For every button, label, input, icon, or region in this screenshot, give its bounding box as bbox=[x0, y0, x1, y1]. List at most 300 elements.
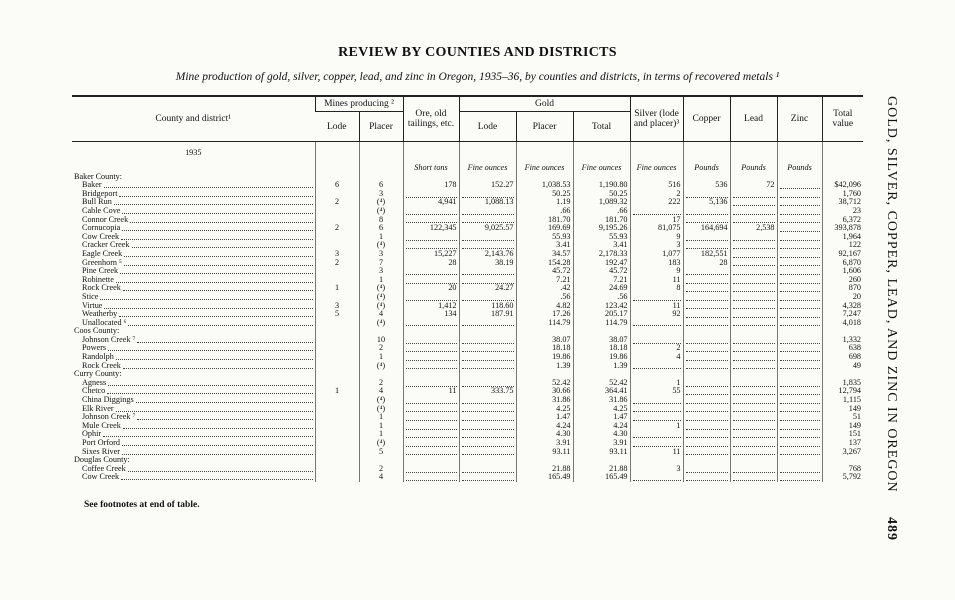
value-cell bbox=[315, 405, 359, 414]
value-cell bbox=[777, 422, 822, 431]
value-cell bbox=[822, 327, 863, 336]
value-cell bbox=[516, 327, 573, 336]
value-cell: 2,143.76 bbox=[459, 250, 516, 259]
col-gold-lode-header: Lode bbox=[459, 112, 516, 142]
value-cell: .66 bbox=[573, 207, 630, 216]
value-cell bbox=[315, 241, 359, 250]
value-cell bbox=[359, 173, 403, 182]
value-cell: 4,941 bbox=[403, 198, 459, 207]
value-cell: 3,267 bbox=[822, 448, 863, 457]
district-name bbox=[72, 319, 315, 328]
value-cell: 72 bbox=[730, 181, 777, 190]
production-table-wrap bbox=[72, 95, 863, 482]
district-name bbox=[72, 310, 315, 319]
value-cell: 1 bbox=[359, 353, 403, 362]
district-name bbox=[72, 224, 315, 233]
value-cell bbox=[777, 456, 822, 465]
district-name bbox=[72, 473, 315, 482]
value-cell: 2,178.33 bbox=[573, 250, 630, 259]
district-label: Cow Creek bbox=[82, 473, 120, 482]
value-cell bbox=[315, 319, 359, 328]
value-cell bbox=[683, 362, 730, 371]
value-cell: 4 bbox=[359, 473, 403, 482]
value-cell bbox=[777, 284, 822, 293]
value-cell: 1,332 bbox=[822, 336, 863, 345]
value-cell bbox=[777, 173, 822, 182]
value-cell: 92 bbox=[630, 310, 683, 319]
value-cell bbox=[403, 456, 459, 465]
value-cell bbox=[777, 198, 822, 207]
value-cell: 118.60 bbox=[459, 302, 516, 311]
value-cell bbox=[777, 344, 822, 353]
value-cell: 164,694 bbox=[683, 224, 730, 233]
value-cell: 20 bbox=[403, 284, 459, 293]
value-cell bbox=[777, 181, 822, 190]
value-cell bbox=[459, 319, 516, 328]
value-cell: 4 bbox=[630, 353, 683, 362]
value-cell: 768 bbox=[822, 465, 863, 474]
value-cell bbox=[777, 276, 822, 285]
district-label: Randolph bbox=[82, 353, 114, 362]
district-label: China Diggings bbox=[82, 396, 134, 405]
value-cell bbox=[359, 456, 403, 465]
value-cell bbox=[403, 353, 459, 362]
table-row bbox=[72, 216, 863, 225]
table-row bbox=[72, 362, 863, 371]
value-cell: (⁴) bbox=[359, 439, 403, 448]
value-cell bbox=[516, 370, 573, 379]
value-cell: 152.27 bbox=[459, 181, 516, 190]
col-gold-placer-header: Placer bbox=[516, 112, 573, 142]
value-cell bbox=[730, 379, 777, 388]
table-row bbox=[72, 241, 863, 250]
value-cell bbox=[777, 413, 822, 422]
district-label: Cracker Creek bbox=[82, 241, 130, 250]
value-cell bbox=[777, 302, 822, 311]
value-cell bbox=[683, 379, 730, 388]
value-cell bbox=[630, 362, 683, 371]
district-label: Robinette bbox=[82, 275, 114, 284]
value-cell bbox=[730, 473, 777, 482]
district-label: Stice bbox=[82, 292, 99, 301]
value-cell bbox=[730, 456, 777, 465]
col-silver-header: Silver (lode and placer)³ bbox=[630, 96, 683, 142]
value-cell bbox=[403, 190, 459, 199]
district-label: Baker bbox=[82, 181, 102, 190]
value-cell: 28 bbox=[683, 259, 730, 268]
value-cell: 4.24 bbox=[573, 422, 630, 431]
value-cell: 3 bbox=[359, 267, 403, 276]
value-cell: .42 bbox=[516, 284, 573, 293]
value-cell: $42,096 bbox=[822, 181, 863, 190]
value-cell: 393,878 bbox=[822, 224, 863, 233]
value-cell: 1,835 bbox=[822, 379, 863, 388]
value-cell bbox=[683, 293, 730, 302]
county-name: Curry County: bbox=[74, 370, 122, 379]
running-header-text: GOLD, SILVER, COPPER, LEAD, AND ZINC IN OREGON bbox=[884, 96, 899, 493]
value-cell bbox=[403, 413, 459, 422]
district-name bbox=[72, 353, 315, 362]
col-placer-header: Placer bbox=[359, 112, 403, 142]
value-cell bbox=[730, 293, 777, 302]
district-label: Pine Creek bbox=[82, 267, 119, 276]
value-cell: .66 bbox=[516, 207, 573, 216]
value-cell: 4.25 bbox=[516, 405, 573, 414]
unit-cell: Fine ounces bbox=[459, 164, 516, 173]
value-cell: (⁴) bbox=[359, 319, 403, 328]
table-row bbox=[72, 387, 863, 396]
value-cell bbox=[730, 439, 777, 448]
value-cell: 123.42 bbox=[573, 302, 630, 311]
value-cell bbox=[403, 241, 459, 250]
col-ore-header: Ore, old tailings, etc. bbox=[403, 96, 459, 142]
value-cell bbox=[516, 456, 573, 465]
value-cell: (⁴) bbox=[359, 207, 403, 216]
value-cell bbox=[459, 456, 516, 465]
value-cell bbox=[459, 465, 516, 474]
value-cell: 149 bbox=[822, 405, 863, 414]
value-cell bbox=[683, 456, 730, 465]
value-cell bbox=[777, 190, 822, 199]
value-cell: 7,247 bbox=[822, 310, 863, 319]
value-cell bbox=[730, 284, 777, 293]
table-row bbox=[72, 405, 863, 414]
value-cell: 1 bbox=[359, 430, 403, 439]
district-name bbox=[72, 241, 315, 250]
value-cell bbox=[315, 344, 359, 353]
col-county-header: County and district¹ bbox=[72, 96, 315, 142]
district-name bbox=[72, 216, 315, 225]
table-row bbox=[72, 259, 863, 268]
table-title: REVIEW BY COUNTIES AND DISTRICTS bbox=[338, 45, 617, 60]
value-cell bbox=[630, 430, 683, 439]
value-cell: 3.91 bbox=[573, 439, 630, 448]
col-zinc-header: Zinc bbox=[777, 96, 822, 142]
unit-cell: Fine ounces bbox=[573, 164, 630, 173]
district-name bbox=[72, 302, 315, 311]
table-row bbox=[72, 473, 863, 482]
value-cell: 122,345 bbox=[403, 224, 459, 233]
value-cell: 4,328 bbox=[822, 302, 863, 311]
value-cell: 21.88 bbox=[573, 465, 630, 474]
district-label: Eagle Creek bbox=[82, 249, 123, 258]
table-row bbox=[72, 319, 863, 328]
col-gold-header: Gold bbox=[459, 96, 630, 112]
value-cell: .56 bbox=[573, 293, 630, 302]
value-cell bbox=[359, 327, 403, 336]
value-cell bbox=[777, 293, 822, 302]
district-label: Ophir bbox=[82, 430, 102, 439]
value-cell: 3 bbox=[359, 190, 403, 199]
value-cell: 1 bbox=[315, 284, 359, 293]
value-cell: 18.18 bbox=[516, 344, 573, 353]
value-cell: 698 bbox=[822, 353, 863, 362]
value-cell: 192.47 bbox=[573, 259, 630, 268]
table-subtitle: Mine production of gold, silver, copper, lead, and zinc in Oregon, 1935–36, by counties and districts, in terms of recovered metals ¹ bbox=[175, 71, 780, 83]
value-cell: 34.57 bbox=[516, 250, 573, 259]
district-name bbox=[72, 336, 315, 345]
value-cell: 870 bbox=[822, 284, 863, 293]
value-cell bbox=[403, 267, 459, 276]
value-cell bbox=[683, 413, 730, 422]
table-row bbox=[72, 344, 863, 353]
value-cell: 1 bbox=[630, 379, 683, 388]
value-cell bbox=[315, 370, 359, 379]
value-cell bbox=[822, 173, 863, 182]
value-cell bbox=[403, 379, 459, 388]
value-cell: (⁴) bbox=[359, 396, 403, 405]
value-cell: 17 bbox=[630, 216, 683, 225]
unit-cell: Pounds bbox=[730, 164, 777, 173]
value-cell bbox=[315, 173, 359, 182]
table-row bbox=[72, 207, 863, 216]
table-row bbox=[72, 293, 863, 302]
value-cell bbox=[730, 173, 777, 182]
value-cell: 154.28 bbox=[516, 259, 573, 268]
value-cell: 1,077 bbox=[630, 250, 683, 259]
county-name: Douglas County: bbox=[74, 456, 130, 465]
value-cell bbox=[573, 456, 630, 465]
value-cell: 45.72 bbox=[516, 267, 573, 276]
value-cell bbox=[683, 465, 730, 474]
value-cell bbox=[730, 241, 777, 250]
value-cell bbox=[683, 216, 730, 225]
value-cell: 45.72 bbox=[573, 267, 630, 276]
value-cell: 181.70 bbox=[516, 216, 573, 225]
value-cell: (⁴) bbox=[359, 405, 403, 414]
value-cell bbox=[459, 216, 516, 225]
value-cell bbox=[315, 362, 359, 371]
value-cell: 3.91 bbox=[516, 439, 573, 448]
value-cell: 4.25 bbox=[573, 405, 630, 414]
value-cell bbox=[777, 465, 822, 474]
value-cell: 516 bbox=[630, 181, 683, 190]
value-cell bbox=[730, 310, 777, 319]
value-cell: 1 bbox=[359, 276, 403, 285]
value-cell bbox=[403, 422, 459, 431]
value-cell: 114.79 bbox=[573, 319, 630, 328]
value-cell bbox=[630, 293, 683, 302]
value-cell: (⁴) bbox=[359, 293, 403, 302]
value-cell bbox=[730, 413, 777, 422]
value-cell bbox=[459, 405, 516, 414]
value-cell: 1,760 bbox=[822, 190, 863, 199]
value-cell: 1,606 bbox=[822, 267, 863, 276]
value-cell bbox=[777, 259, 822, 268]
value-cell: 151 bbox=[822, 430, 863, 439]
value-cell bbox=[683, 233, 730, 242]
value-cell: (⁴) bbox=[359, 198, 403, 207]
value-cell: 55.93 bbox=[573, 233, 630, 242]
value-cell: 114.79 bbox=[516, 319, 573, 328]
value-cell: 7.21 bbox=[516, 276, 573, 285]
district-label: Johnson Creek ⁷ bbox=[82, 335, 136, 344]
col-lode-header: Lode bbox=[315, 112, 359, 142]
value-cell bbox=[730, 387, 777, 396]
table-row bbox=[72, 379, 863, 388]
year-label: 1935 bbox=[185, 148, 202, 157]
value-cell bbox=[630, 319, 683, 328]
county-row bbox=[72, 173, 863, 182]
value-cell bbox=[730, 448, 777, 457]
county-name: Coos County: bbox=[74, 327, 120, 336]
value-cell: 4.30 bbox=[516, 430, 573, 439]
value-cell: 52.42 bbox=[573, 379, 630, 388]
value-cell bbox=[459, 430, 516, 439]
value-cell bbox=[730, 362, 777, 371]
value-cell bbox=[403, 473, 459, 482]
district-label: Chetco bbox=[82, 387, 106, 396]
value-cell bbox=[730, 405, 777, 414]
value-cell: 38.07 bbox=[516, 336, 573, 345]
value-cell: 51 bbox=[822, 413, 863, 422]
district-name bbox=[72, 405, 315, 414]
value-cell: 2 bbox=[630, 344, 683, 353]
table-row bbox=[72, 302, 863, 311]
value-cell: 1,089.32 bbox=[573, 198, 630, 207]
value-cell bbox=[730, 259, 777, 268]
value-cell bbox=[459, 353, 516, 362]
value-cell bbox=[459, 241, 516, 250]
value-cell: 2,538 bbox=[730, 224, 777, 233]
value-cell bbox=[777, 216, 822, 225]
value-cell: 3 bbox=[359, 250, 403, 259]
value-cell bbox=[730, 216, 777, 225]
value-cell bbox=[683, 422, 730, 431]
value-cell bbox=[777, 327, 822, 336]
value-cell: (⁴) bbox=[359, 284, 403, 293]
value-cell: 20 bbox=[822, 293, 863, 302]
table-row bbox=[72, 181, 863, 190]
value-cell: 6,870 bbox=[822, 259, 863, 268]
value-cell: 1 bbox=[630, 422, 683, 431]
value-cell: 2 bbox=[359, 344, 403, 353]
value-cell bbox=[403, 233, 459, 242]
value-cell: 93.11 bbox=[516, 448, 573, 457]
value-cell bbox=[777, 207, 822, 216]
district-label: Port Orford bbox=[82, 439, 120, 447]
value-cell: 1.47 bbox=[573, 413, 630, 422]
district-name bbox=[72, 276, 315, 285]
value-cell: 1 bbox=[359, 233, 403, 242]
value-cell: 9 bbox=[630, 233, 683, 242]
value-cell bbox=[403, 293, 459, 302]
value-cell: 182,551 bbox=[683, 250, 730, 259]
value-cell bbox=[730, 267, 777, 276]
table-row bbox=[72, 190, 863, 199]
value-cell: 3.41 bbox=[516, 241, 573, 250]
unit-cell: Pounds bbox=[683, 164, 730, 173]
value-cell bbox=[459, 413, 516, 422]
district-name bbox=[72, 439, 315, 448]
value-cell bbox=[777, 379, 822, 388]
value-cell bbox=[459, 173, 516, 182]
district-label: Coffee Creek bbox=[82, 464, 126, 473]
district-label: Bridgeport bbox=[82, 189, 118, 198]
value-cell bbox=[683, 284, 730, 293]
value-cell bbox=[777, 370, 822, 379]
district-name bbox=[72, 362, 315, 371]
value-cell bbox=[777, 310, 822, 319]
district-label: Powers bbox=[82, 344, 107, 353]
value-cell bbox=[315, 473, 359, 482]
district-name bbox=[72, 293, 315, 302]
running-header bbox=[875, 96, 899, 542]
value-cell bbox=[730, 190, 777, 199]
value-cell bbox=[459, 327, 516, 336]
value-cell bbox=[777, 405, 822, 414]
value-cell: 55 bbox=[630, 387, 683, 396]
district-label: Rock Creek bbox=[82, 361, 121, 370]
value-cell: 181.70 bbox=[573, 216, 630, 225]
value-cell bbox=[403, 362, 459, 371]
district-label: Mule Creek bbox=[82, 421, 121, 430]
value-cell bbox=[777, 241, 822, 250]
district-name bbox=[72, 465, 315, 474]
value-cell: 2 bbox=[630, 190, 683, 199]
table-row bbox=[72, 276, 863, 285]
value-cell bbox=[630, 405, 683, 414]
value-cell bbox=[683, 448, 730, 457]
value-cell bbox=[777, 267, 822, 276]
value-cell: 11 bbox=[630, 302, 683, 311]
table-row bbox=[72, 198, 863, 207]
district-label: Johnson Creek ⁷ bbox=[82, 413, 136, 422]
value-cell: 1.47 bbox=[516, 413, 573, 422]
value-cell bbox=[683, 190, 730, 199]
value-cell: 5,792 bbox=[822, 473, 863, 482]
district-name bbox=[72, 379, 315, 388]
value-cell: 137 bbox=[822, 439, 863, 448]
value-cell: 24.27 bbox=[459, 284, 516, 293]
value-cell: 333.75 bbox=[459, 387, 516, 396]
value-cell bbox=[777, 319, 822, 328]
district-name bbox=[72, 190, 315, 199]
value-cell: 10 bbox=[359, 336, 403, 345]
value-cell bbox=[777, 387, 822, 396]
value-cell bbox=[315, 293, 359, 302]
value-cell: 5 bbox=[315, 310, 359, 319]
value-cell: 1.39 bbox=[516, 362, 573, 371]
value-cell bbox=[315, 379, 359, 388]
table-row bbox=[72, 224, 863, 233]
value-cell bbox=[730, 430, 777, 439]
year-row bbox=[72, 142, 863, 165]
value-cell bbox=[573, 173, 630, 182]
value-cell bbox=[403, 370, 459, 379]
unit-cell: Fine ounces bbox=[630, 164, 683, 173]
value-cell bbox=[315, 336, 359, 345]
value-cell: 7 bbox=[359, 259, 403, 268]
value-cell: 2 bbox=[315, 224, 359, 233]
district-name bbox=[72, 430, 315, 439]
value-cell bbox=[459, 207, 516, 216]
value-cell: 8 bbox=[359, 216, 403, 225]
value-cell: 31.86 bbox=[573, 396, 630, 405]
value-cell: 4 bbox=[359, 310, 403, 319]
value-cell bbox=[822, 370, 863, 379]
value-cell bbox=[315, 422, 359, 431]
value-cell: 2 bbox=[359, 465, 403, 474]
value-cell: 222 bbox=[630, 198, 683, 207]
table-row bbox=[72, 439, 863, 448]
value-cell bbox=[459, 190, 516, 199]
value-cell bbox=[403, 396, 459, 405]
value-cell: 2 bbox=[315, 198, 359, 207]
unit-cell: Fine ounces bbox=[516, 164, 573, 173]
table-row bbox=[72, 430, 863, 439]
district-name bbox=[72, 207, 315, 216]
